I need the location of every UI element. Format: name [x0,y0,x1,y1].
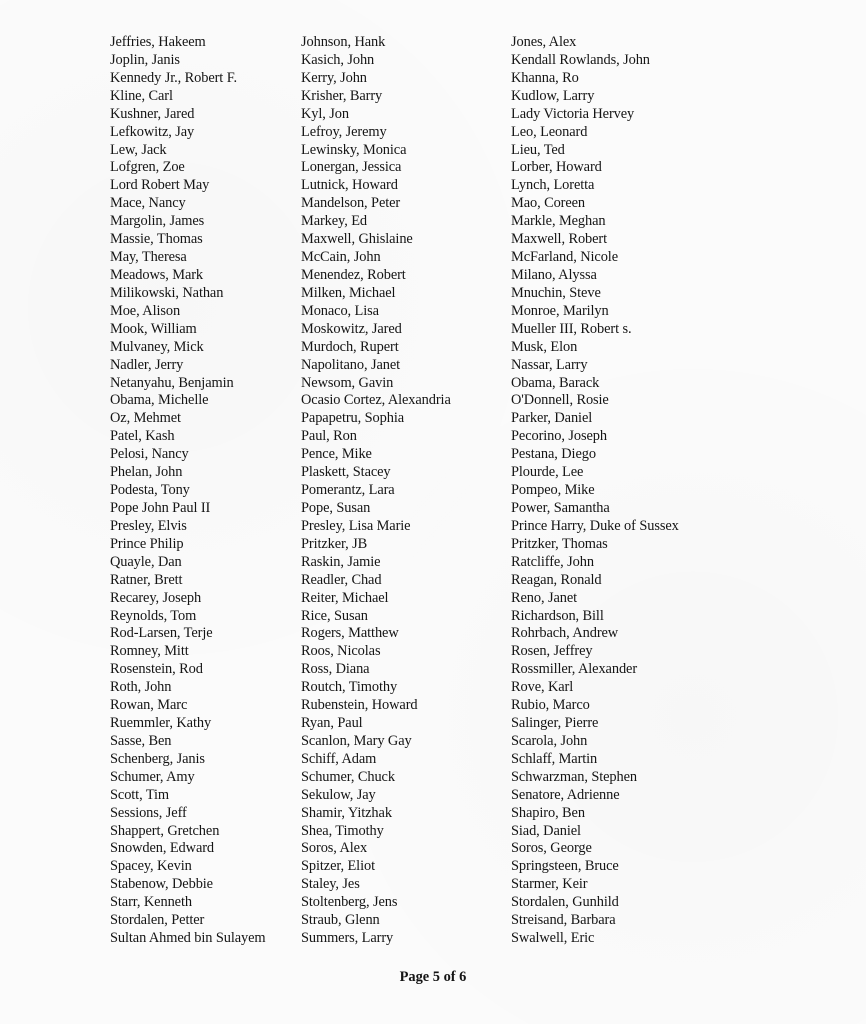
name-entry: Prince Philip [110,535,184,552]
name-entry: Presley, Lisa Marie [301,517,411,534]
name-entry: Rubio, Marco [511,697,590,714]
name-entry: Rove, Karl [511,679,574,696]
name-entry: Lutnick, Howard [301,177,398,194]
name-entry: Kennedy Jr., Robert F. [110,69,237,86]
name-entry: Spacey, Kevin [110,858,192,875]
name-entry: Joplin, Janis [110,51,180,68]
name-entry: Paul, Ron [301,428,357,445]
name-entry: Phelan, John [110,464,183,481]
name-entry: Podesta, Tony [110,482,190,499]
name-entry: McFarland, Nicole [511,249,618,266]
name-entry: Nadler, Jerry [110,356,184,373]
name-entry: Lorber, Howard [511,159,602,176]
name-entry: Mandelson, Peter [301,195,401,212]
name-entry: Routch, Timothy [301,679,398,696]
name-entry: Ruemmler, Kathy [110,715,212,732]
name-entry: Netanyahu, Benjamin [110,374,234,391]
name-entry: Reiter, Michael [301,589,389,606]
name-entry: Ryan, Paul [301,715,363,732]
name-entry: O'Donnell, Rosie [511,392,609,409]
name-entry: Reno, Janet [511,589,578,606]
name-entry: Roth, John [110,679,172,696]
name-entry: Menendez, Robert [301,266,406,283]
name-entry: Pritzker, JB [301,535,368,552]
name-entry: Lewinsky, Monica [301,141,407,158]
name-entry: Mook, William [110,320,197,337]
name-entry: Pope John Paul II [110,499,211,516]
name-entry: Rowan, Marc [110,697,188,714]
name-entry: Rohrbach, Andrew [511,625,619,642]
name-entry: Rossmiller, Alexander [511,661,638,678]
name-entry: Scott, Tim [110,786,169,803]
name-entry: Kudlow, Larry [511,87,595,104]
name-entry: Johnson, Hank [301,34,386,50]
name-entry: Rice, Susan [301,607,368,624]
name-entry: Ratcliffe, John [511,553,594,570]
name-entry: Lefroy, Jeremy [301,123,387,140]
name-entry: Krisher, Barry [301,87,383,104]
name-entry: Ocasio Cortez, Alexandria [301,392,451,409]
name-entry: Power, Samantha [511,499,610,516]
name-entry: Pestana, Diego [511,446,596,463]
name-entry: Obama, Michelle [110,392,209,409]
name-entry: Massie, Thomas [110,231,203,248]
name-entry: Monaco, Lisa [301,302,379,319]
name-entry: Rogers, Matthew [301,625,399,642]
name-entry: Jeffries, Hakeem [110,34,206,50]
name-entry: Pecorino, Joseph [511,428,607,445]
name-entry: Schwarzman, Stephen [511,768,637,785]
name-entry: Rubenstein, Howard [301,697,418,714]
name-entry: Pelosi, Nancy [110,446,189,463]
name-entry: Parker, Daniel [511,410,593,427]
name-entry: Markey, Ed [301,213,367,230]
name-entry: Shappert, Gretchen [110,822,220,839]
name-entry: Schiff, Adam [301,750,377,767]
name-entry: Streisand, Barbara [511,912,616,929]
name-entry: Mace, Nancy [110,195,186,212]
name-entry: Milano, Alyssa [511,266,597,283]
name-entry: Monroe, Marilyn [511,302,609,319]
name-entry: Papapetru, Sophia [301,410,405,427]
name-entry: Shamir, Yitzhak [301,804,392,821]
name-entry: Snowden, Edward [110,840,215,857]
name-entry: Lonergan, Jessica [301,159,402,176]
name-entry: Musk, Elon [511,338,578,355]
name-entry: Rod-Larsen, Terje [110,625,213,642]
name-entry: Schenberg, Janis [110,750,205,767]
name-entry: Maxwell, Robert [511,231,608,248]
name-entry: Stabenow, Debbie [110,876,213,893]
name-entry: Schumer, Chuck [301,768,395,785]
name-entry: Maxwell, Ghislaine [301,231,413,248]
name-entry: Presley, Elvis [110,517,187,534]
name-entry: Kerry, John [301,69,367,86]
name-entry: Starmer, Keir [511,876,588,893]
name-entry: Pence, Mike [301,446,372,463]
name-entry: Kyl, Jon [301,105,349,122]
name-entry: Kendall Rowlands, John [511,51,650,68]
name-entry: Romney, Mitt [110,643,189,660]
name-entry: Rosen, Jeffrey [511,643,593,660]
name-entry: Sasse, Ben [110,732,172,749]
name-entry: Kasich, John [301,51,375,68]
name-entry: Lew, Jack [110,141,167,158]
name-entry: Kushner, Jared [110,105,195,122]
name-entry: Prince Harry, Duke of Sussex [511,517,679,534]
name-entry: Nassar, Larry [511,356,588,373]
name-entry: Pompeo, Mike [511,482,595,499]
name-entry: Richardson, Bill [511,607,604,624]
name-entry: Starr, Kenneth [110,894,192,911]
name-entry: Margolin, James [110,213,205,230]
name-entry: Ross, Diana [301,661,370,678]
name-entry: May, Theresa [110,249,187,266]
name-entry: Scarola, John [511,732,588,749]
name-entry: Moskowitz, Jared [301,320,402,337]
name-entry: Soros, Alex [301,840,368,857]
name-entry: Reynolds, Tom [110,607,197,624]
name-entry: Recarey, Joseph [110,589,202,606]
name-column-2 [301,34,451,948]
name-entry: Pomerantz, Lara [301,482,395,499]
name-entry: Sultan Ahmed bin Sulayem [110,930,266,947]
name-entry: Obama, Barack [511,374,600,391]
name-entry: Rosenstein, Rod [110,661,203,678]
name-entry: Mao, Coreen [511,195,586,212]
name-entry: Readler, Chad [301,571,382,588]
name-entry: Ratner, Brett [110,571,183,588]
name-entry: Markle, Meghan [511,213,606,230]
name-column-3 [511,34,679,948]
name-entry: Kline, Carl [110,87,173,104]
name-entry: Leo, Leonard [511,123,588,140]
name-entry: Lord Robert May [110,177,210,194]
name-entry: Plaskett, Stacey [301,464,391,481]
name-entry: Lofgren, Zoe [110,159,185,176]
name-entry: Pope, Susan [301,499,371,516]
name-entry: Newsom, Gavin [301,374,394,391]
name-entry: Lynch, Loretta [511,177,595,194]
name-entry: McCain, John [301,249,381,266]
name-entry: Napolitano, Janet [301,356,401,373]
name-entry: Murdoch, Rupert [301,338,399,355]
name-entry: Summers, Larry [301,930,394,947]
name-entry: Straub, Glenn [301,912,380,929]
name-entry: Pritzker, Thomas [511,535,608,552]
name-entry: Springsteen, Bruce [511,858,619,875]
name-entry: Stordalen, Petter [110,912,205,929]
name-entry: Roos, Nicolas [301,643,381,660]
name-entry: Plourde, Lee [511,464,584,481]
name-entry: Patel, Kash [110,428,175,445]
name-entry: Milken, Michael [301,284,396,301]
name-entry: Swalwell, Eric [511,930,595,947]
name-entry: Sessions, Jeff [110,804,187,821]
name-entry: Shapiro, Ben [511,804,585,821]
name-entry: Mueller III, Robert s. [511,320,632,337]
name-entry: Mulvaney, Mick [110,338,204,355]
name-entry: Meadows, Mark [110,266,204,283]
name-entry: Raskin, Jamie [301,553,381,570]
name-entry: Scanlon, Mary Gay [301,732,412,749]
name-entry: Lady Victoria Hervey [511,105,635,122]
name-entry: Siad, Daniel [511,822,581,839]
name-entry: Oz, Mehmet [110,410,181,427]
name-entry: Mnuchin, Steve [511,284,601,301]
name-entry: Reagan, Ronald [511,571,602,588]
name-entry: Salinger, Pierre [511,715,599,732]
name-entry: Sekulow, Jay [301,786,376,803]
name-entry: Moe, Alison [110,302,181,319]
name-entry: Senatore, Adrienne [511,786,620,803]
name-entry: Soros, George [511,840,592,857]
name-entry: Milikowski, Nathan [110,284,224,301]
name-entry: Stordalen, Gunhild [511,894,619,911]
name-entry: Schlaff, Martin [511,750,598,767]
name-entry: Quayle, Dan [110,553,182,570]
name-entry: Spitzer, Eliot [301,858,375,875]
name-entry: Jones, Alex [511,34,577,50]
name-entry: Lieu, Ted [511,141,565,158]
name-entry: Khanna, Ro [511,69,579,86]
name-entry: Shea, Timothy [301,822,384,839]
name-column-1 [110,34,266,948]
name-entry: Staley, Jes [301,876,360,893]
page-number: Page 5 of 6 [399,969,467,985]
name-entry: Lefkowitz, Jay [110,123,195,140]
name-entry: Schumer, Amy [110,768,195,785]
name-entry: Stoltenberg, Jens [301,894,398,911]
